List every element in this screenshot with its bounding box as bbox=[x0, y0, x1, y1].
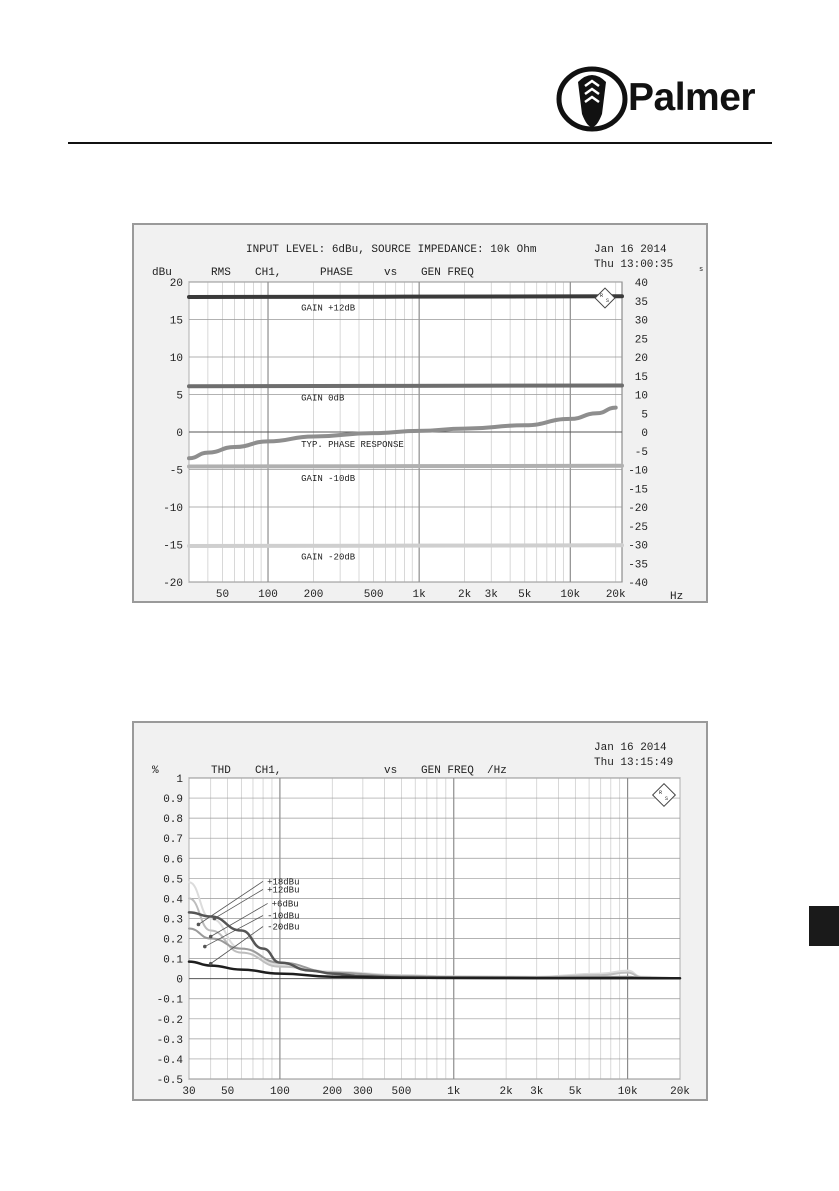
y-tick-label: -0.1 bbox=[156, 994, 183, 1007]
series-gain-10db bbox=[189, 466, 622, 467]
chart1-y-unit: dBu bbox=[152, 267, 172, 279]
x-tick-label: 500 bbox=[363, 589, 384, 601]
svg-text:S: S bbox=[665, 796, 669, 802]
y2-tick-label: 30 bbox=[634, 315, 648, 328]
annotation-label: +18dBu bbox=[267, 877, 300, 888]
series-gain-20db bbox=[189, 545, 622, 546]
chart1-time-suffix: s bbox=[699, 266, 704, 274]
chart2-x-unit: /Hz bbox=[487, 765, 507, 777]
annotation-arrowhead bbox=[209, 935, 213, 939]
series-label: TYP. PHASE RESPONSE bbox=[301, 440, 404, 450]
x-tick-label: 2k bbox=[499, 1086, 513, 1098]
y-tick-label: 10 bbox=[169, 353, 183, 365]
y2-tick-label: -25 bbox=[628, 521, 648, 534]
x-tick-label: 50 bbox=[215, 589, 230, 601]
series-gain-12db bbox=[189, 296, 622, 297]
chart1-header-line: INPUT LEVEL: 6dBu, SOURCE IMPEDANCE: 10k Ohm bbox=[246, 244, 537, 256]
y-tick-label: 0.1 bbox=[163, 954, 183, 967]
annotation-label: -20dBu bbox=[267, 922, 300, 933]
y-tick-label: -15 bbox=[163, 540, 183, 553]
y2-tick-label: -35 bbox=[628, 559, 648, 572]
frequency-response-chart bbox=[132, 223, 708, 603]
plot-background bbox=[189, 778, 680, 1079]
x-tick-label: 1k bbox=[447, 1086, 461, 1098]
series-gain-0db bbox=[189, 386, 622, 387]
frequency-response-plot bbox=[134, 225, 706, 601]
y2-tick-label: -5 bbox=[634, 446, 648, 459]
y2-tick-label: -20 bbox=[628, 503, 648, 515]
chart1-vs: vs bbox=[384, 267, 398, 279]
chart2-channel: CH1, bbox=[255, 765, 282, 777]
y2-tick-label: -30 bbox=[628, 540, 648, 553]
x-tick-label: 5k bbox=[568, 1086, 582, 1098]
y-tick-label: -5 bbox=[169, 465, 183, 478]
y2-tick-label: 5 bbox=[641, 409, 648, 422]
brand-name: Palmer bbox=[628, 76, 756, 119]
y-tick-label: 0 bbox=[176, 974, 183, 987]
chart1-channel: CH1, bbox=[255, 267, 282, 279]
thd-chart bbox=[132, 721, 708, 1101]
y-tick-label: 0.4 bbox=[163, 894, 183, 907]
chart1-x-unit: Hz bbox=[670, 591, 684, 601]
y-tick-label: 0.5 bbox=[163, 874, 183, 887]
chart2-y-unit: % bbox=[152, 765, 159, 777]
chart1-measure: RMS bbox=[211, 267, 231, 279]
y-tick-label: 0.8 bbox=[163, 814, 183, 827]
chart2-x-measure: GEN FREQ bbox=[421, 765, 474, 777]
chart2-vs: vs bbox=[384, 765, 398, 777]
header-rule bbox=[68, 142, 772, 144]
x-tick-label: 10k bbox=[560, 589, 581, 601]
y-tick-label: 5 bbox=[176, 390, 183, 403]
y2-tick-label: 25 bbox=[634, 334, 648, 347]
annotation-label: +12dBu bbox=[267, 885, 300, 896]
y-tick-label: 0.6 bbox=[163, 854, 183, 867]
x-tick-label: 1k bbox=[412, 589, 426, 601]
annotation-arrowhead bbox=[213, 917, 217, 921]
chart1-time: Thu 13:00:35 bbox=[594, 259, 674, 271]
series-label: GAIN -20dB bbox=[301, 552, 356, 563]
svg-text:S: S bbox=[606, 298, 610, 304]
x-tick-label: 100 bbox=[258, 589, 278, 601]
x-tick-label: 200 bbox=[322, 1086, 343, 1098]
x-tick-label: 100 bbox=[270, 1086, 290, 1098]
y-tick-label: 0.3 bbox=[163, 914, 183, 927]
svg-text:R: R bbox=[659, 790, 663, 796]
x-tick-label: 3k bbox=[484, 589, 498, 601]
series-label: GAIN +12dB bbox=[301, 303, 356, 314]
x-tick-label: 3k bbox=[530, 1086, 544, 1098]
y2-tick-label: 0 bbox=[641, 428, 648, 440]
y-tick-label: 15 bbox=[169, 315, 183, 328]
y-tick-label: -0.3 bbox=[156, 1034, 183, 1047]
y-tick-label: -0.2 bbox=[156, 1014, 183, 1027]
annotation-arrowhead bbox=[209, 962, 213, 966]
chart2-date: Jan 16 2014 bbox=[594, 742, 667, 754]
chart2-measure: THD bbox=[211, 765, 231, 777]
chart1-x-measure: GEN FREQ bbox=[421, 267, 474, 279]
y-tick-label: -10 bbox=[163, 503, 183, 515]
annotation-label: +6dBu bbox=[271, 899, 299, 910]
y-tick-label: 20 bbox=[169, 278, 183, 290]
annotation-label: -10dBu bbox=[267, 911, 300, 922]
y-tick-label: 0.7 bbox=[163, 834, 183, 847]
x-tick-label: 500 bbox=[391, 1086, 412, 1098]
chart1-right-measure: PHASE bbox=[320, 267, 354, 279]
y2-tick-label: 15 bbox=[634, 371, 648, 384]
y-tick-label: -20 bbox=[163, 578, 183, 590]
x-tick-label: 50 bbox=[220, 1086, 235, 1098]
y2-tick-label: -40 bbox=[628, 578, 648, 590]
x-tick-label: 200 bbox=[303, 589, 324, 601]
thd-plot bbox=[134, 723, 706, 1099]
chart2-time: Thu 13:15:49 bbox=[594, 757, 674, 769]
x-tick-label: 300 bbox=[352, 1086, 373, 1098]
series-label: GAIN -10dB bbox=[301, 473, 356, 484]
y2-tick-label: -10 bbox=[628, 465, 648, 478]
y-tick-label: 0 bbox=[176, 428, 183, 440]
y2-tick-label: 10 bbox=[634, 390, 648, 403]
y-tick-label: 0.9 bbox=[163, 794, 183, 807]
x-tick-label: 20k bbox=[605, 589, 626, 601]
y-tick-label: -0.5 bbox=[156, 1075, 183, 1087]
svg-text:R: R bbox=[600, 293, 604, 299]
series-label: GAIN 0dB bbox=[301, 393, 345, 404]
y2-tick-label: 20 bbox=[634, 353, 648, 365]
chart2-plot-area bbox=[157, 774, 691, 1098]
annotation-arrowhead bbox=[203, 945, 207, 949]
x-tick-label: 5k bbox=[518, 589, 532, 601]
y-tick-label: 1 bbox=[176, 774, 183, 786]
chart1-plot-area bbox=[163, 278, 648, 601]
y2-tick-label: 40 bbox=[634, 278, 648, 290]
y2-tick-label: 35 bbox=[634, 296, 648, 309]
y-tick-label: -0.4 bbox=[156, 1054, 183, 1067]
y-tick-label: 0.2 bbox=[163, 934, 183, 947]
chart1-date: Jan 16 2014 bbox=[594, 244, 667, 256]
x-tick-label: 30 bbox=[182, 1086, 196, 1098]
annotation-arrowhead bbox=[197, 923, 201, 927]
y2-tick-label: -15 bbox=[628, 484, 648, 497]
palmer-emblem-icon bbox=[559, 69, 625, 129]
x-tick-label: 20k bbox=[670, 1086, 690, 1098]
x-tick-label: 2k bbox=[458, 589, 472, 601]
x-tick-label: 10k bbox=[617, 1086, 638, 1098]
section-tab bbox=[809, 906, 839, 946]
